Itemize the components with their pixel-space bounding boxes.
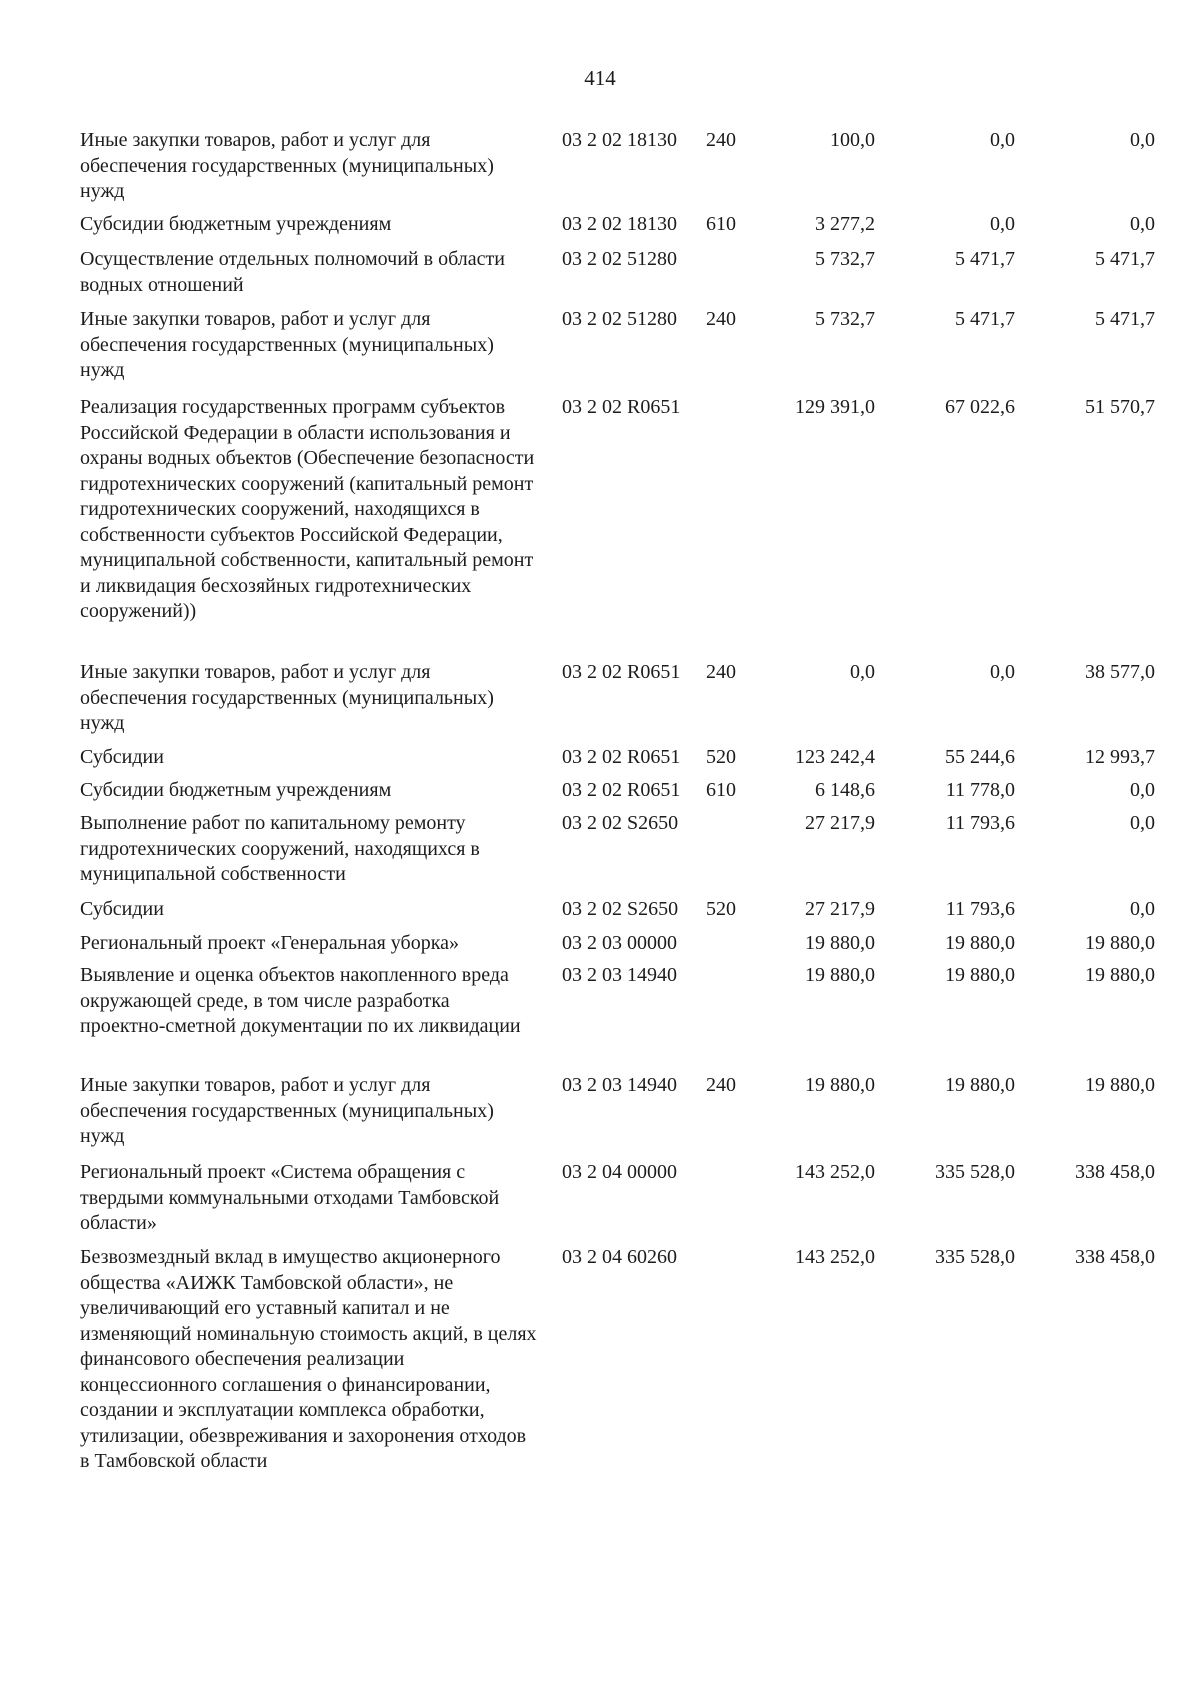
row-description: Региональный проект «Генеральная уборка»: [80, 932, 459, 954]
row-target-code: 03 2 03 14940: [562, 1074, 677, 1096]
row-target-code: 03 2 04 60260: [562, 1246, 677, 1268]
row-value-year-2: 0,0: [990, 213, 1015, 235]
row-value-year-1: 6 148,6: [815, 779, 875, 801]
row-description: Осуществление отдельных полномочий в области водных отношений: [80, 248, 505, 296]
row-value-year-2: 0,0: [990, 661, 1015, 683]
row-value-year-3: 338 458,0: [1075, 1246, 1155, 1268]
row-value-year-1: 27 217,9: [805, 812, 875, 834]
row-target-code: 03 2 02 S2650: [562, 898, 679, 920]
row-expense-type: 240: [706, 129, 736, 151]
row-target-code: 03 2 02 18130: [562, 129, 677, 151]
row-value-year-3: 0,0: [1130, 779, 1155, 801]
row-value-year-1: 19 880,0: [805, 964, 875, 986]
row-description: Иные закупки товаров, работ и услуг для обеспечения государственных (муниципальных) нужд: [80, 661, 494, 734]
row-value-year-3: 38 577,0: [1085, 661, 1155, 683]
row-value-year-2: 11 778,0: [945, 779, 1015, 801]
row-target-code: 03 2 03 00000: [562, 932, 677, 954]
row-description: Иные закупки товаров, работ и услуг для обеспечения государственных (муниципальных) нужд: [80, 129, 494, 202]
row-target-code: 03 2 02 R0651: [562, 746, 681, 768]
row-target-code: 03 2 04 00000: [562, 1161, 677, 1183]
row-description: Иные закупки товаров, работ и услуг для обеспечения государственных (муниципальных) нужд: [80, 1074, 494, 1147]
row-value-year-3: 0,0: [1130, 898, 1155, 920]
row-expense-type: 610: [706, 779, 736, 801]
row-description: Реализация государственных программ субъектов Российской Федерации в области использования и охраны водных объектов (Обеспечение безопасности гидротехнических сооружений (капитальный ремонт гидротехнических сооружений, находящихся в собственности субъектов Российской Федерации, муниципальной собственности, капитальный ремонт и ликвидация бесхозяйных гидротехнических сооружений)): [80, 396, 535, 622]
row-value-year-2: 335 528,0: [935, 1246, 1015, 1268]
row-value-year-1: 143 252,0: [795, 1161, 875, 1183]
row-description: Субсидии бюджетным учреждениям: [80, 779, 392, 801]
row-value-year-1: 143 252,0: [795, 1246, 875, 1268]
page-number: 414: [584, 66, 616, 90]
row-expense-type: 240: [706, 1074, 736, 1096]
row-description: Субсидии: [80, 898, 164, 920]
row-value-year-2: 5 471,7: [955, 308, 1015, 330]
row-value-year-2: 19 880,0: [945, 932, 1015, 954]
row-description: Иные закупки товаров, работ и услуг для обеспечения государственных (муниципальных) нужд: [80, 308, 494, 381]
row-description: Субсидии: [80, 746, 164, 768]
row-target-code: 03 2 02 18130: [562, 213, 677, 235]
row-target-code: 03 2 02 R0651: [562, 661, 681, 683]
row-value-year-3: 0,0: [1130, 812, 1155, 834]
row-expense-type: 240: [706, 308, 736, 330]
row-target-code: 03 2 02 R0651: [562, 779, 681, 801]
row-target-code: 03 2 02 51280: [562, 308, 677, 330]
row-value-year-2: 11 793,6: [945, 898, 1015, 920]
row-value-year-3: 19 880,0: [1085, 932, 1155, 954]
row-value-year-3: 12 993,7: [1085, 746, 1155, 768]
row-value-year-1: 5 732,7: [815, 248, 875, 270]
row-value-year-2: 19 880,0: [945, 1074, 1015, 1096]
row-value-year-1: 19 880,0: [805, 932, 875, 954]
row-description: Региональный проект «Система обращения с твердыми коммунальными отходами Тамбовской области»: [80, 1161, 500, 1234]
row-value-year-2: 67 022,6: [945, 396, 1015, 418]
row-value-year-1: 5 732,7: [815, 308, 875, 330]
row-target-code: 03 2 02 R0651: [562, 396, 681, 418]
row-value-year-1: 27 217,9: [805, 898, 875, 920]
row-value-year-3: 0,0: [1130, 213, 1155, 235]
row-value-year-1: 100,0: [830, 129, 875, 151]
row-value-year-2: 5 471,7: [955, 248, 1015, 270]
row-expense-type: 610: [706, 213, 736, 235]
row-value-year-1: 129 391,0: [795, 396, 875, 418]
row-value-year-3: 0,0: [1130, 129, 1155, 151]
row-value-year-3: 5 471,7: [1095, 248, 1155, 270]
row-description: Субсидии бюджетным учреждениям: [80, 213, 392, 235]
row-expense-type: 240: [706, 661, 736, 683]
row-value-year-3: 338 458,0: [1075, 1161, 1155, 1183]
row-value-year-1: 3 277,2: [815, 213, 875, 235]
row-value-year-3: 19 880,0: [1085, 1074, 1155, 1096]
row-description: Безвозмездный вклад в имущество акционерного общества «АИЖК Тамбовской области», не увеличивающий его уставный капитал и не изменяющий номинальную стоимость акций, в целях финансового обеспечения реализации концессионного соглашения о финансировании, создании и эксплуатации комплекса обработки, утилизации, обезвреживания и захоронения отходов в Тамбовской области: [80, 1246, 537, 1472]
row-value-year-3: 51 570,7: [1085, 396, 1155, 418]
row-value-year-1: 123 242,4: [795, 746, 875, 768]
row-value-year-3: 5 471,7: [1095, 308, 1155, 330]
row-description: Выполнение работ по капитальному ремонту гидротехнических сооружений, находящихся в муниципальной собственности: [80, 812, 480, 885]
row-value-year-2: 335 528,0: [935, 1161, 1015, 1183]
row-target-code: 03 2 02 51280: [562, 248, 677, 270]
row-expense-type: 520: [706, 746, 736, 768]
row-target-code: 03 2 02 S2650: [562, 812, 679, 834]
row-value-year-2: 55 244,6: [945, 746, 1015, 768]
row-value-year-3: 19 880,0: [1085, 964, 1155, 986]
row-description: Выявление и оценка объектов накопленного вреда окружающей среде, в том числе разработка проектно-сметной документации по их ликвидации: [80, 964, 521, 1037]
row-value-year-2: 11 793,6: [945, 812, 1015, 834]
row-value-year-1: 0,0: [850, 661, 875, 683]
row-value-year-1: 19 880,0: [805, 1074, 875, 1096]
row-value-year-2: 19 880,0: [945, 964, 1015, 986]
row-expense-type: 520: [706, 898, 736, 920]
row-value-year-2: 0,0: [990, 129, 1015, 151]
row-target-code: 03 2 03 14940: [562, 964, 677, 986]
